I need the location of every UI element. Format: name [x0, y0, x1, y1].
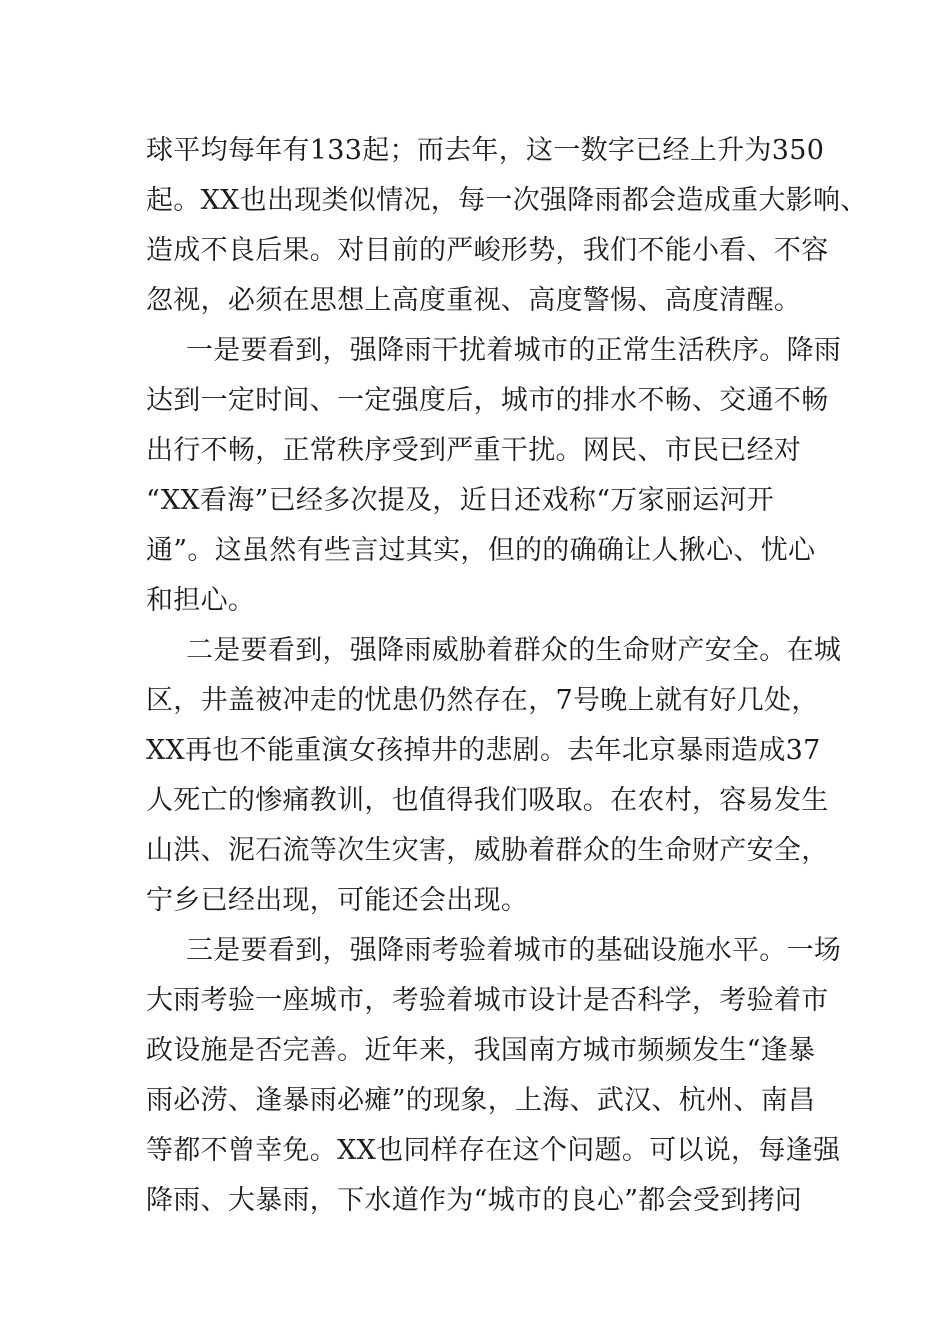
- text-line: “XX看海”已经多次提及，近日还戏称“万家丽运河开: [146, 485, 775, 516]
- text-line: 忽视，必须在思想上高度重视、高度警惕、高度清醒。: [146, 285, 802, 316]
- text-line: 降雨、大暴雨，下水道作为“城市的良心”都会受到拷问: [146, 1185, 803, 1216]
- text-line: 宁乡已经出现，可能还会出现。: [146, 885, 529, 916]
- text-line: 达到一定时间、一定强度后，城市的排水不畅、交通不畅: [146, 385, 829, 416]
- text-line: 造成不良后果。对目前的严峻形势，我们不能小看、不容: [146, 235, 829, 266]
- text-line: 球平均每年有133起；而去年，这一数字已经上升为350: [146, 135, 825, 166]
- text-line: 区，井盖被冲走的忧患仍然存在，7号晚上就有好几处，: [146, 685, 819, 716]
- text-line: 三是要看到，强降雨考验着城市的基础设施水平。一场: [186, 935, 842, 966]
- text-line: 政设施是否完善。近年来，我国南方城市频频发生“逢暴: [146, 1035, 816, 1066]
- paragraph-continued: [146, 126, 868, 326]
- text-line: 等都不曾幸免。XX也同样存在这个问题。可以说，每逢强: [146, 1135, 841, 1166]
- text-line: 雨必涝、逢暴雨必瘫”的现象，上海、武汉、杭州、南昌: [146, 1085, 816, 1116]
- text-line: 和担心。: [146, 585, 256, 616]
- text-line: 通”。这虽然有些言过其实，但的的确确让人揪心、忧心: [146, 535, 816, 566]
- text-line: 人死亡的惨痛教训，也值得我们吸取。在农村，容易发生: [146, 785, 829, 816]
- paragraph-point-three: [146, 926, 842, 1226]
- paragraph-point-two: [146, 626, 842, 926]
- text-line: 一是要看到，强降雨干扰着城市的正常生活秩序。降雨: [186, 335, 842, 366]
- text-line: 出行不畅，正常秩序受到严重干扰。网民、市民已经对: [146, 435, 802, 466]
- text-line: XX再也不能重演女孩掉井的悲剧。去年北京暴雨造成37: [146, 735, 821, 766]
- text-line: 二是要看到，强降雨威胁着群众的生命财产安全。在城: [186, 635, 842, 666]
- text-line: 山洪、泥石流等次生灾害，威胁着群众的生命财产安全，: [146, 835, 829, 866]
- text-line: 起。XX也出现类似情况，每一次强降雨都会造成重大影响、: [146, 185, 868, 216]
- text-line: 大雨考验一座城市，考验着城市设计是否科学，考验着市: [146, 985, 829, 1016]
- document-body: [146, 126, 868, 1226]
- paragraph-point-one: [146, 326, 842, 626]
